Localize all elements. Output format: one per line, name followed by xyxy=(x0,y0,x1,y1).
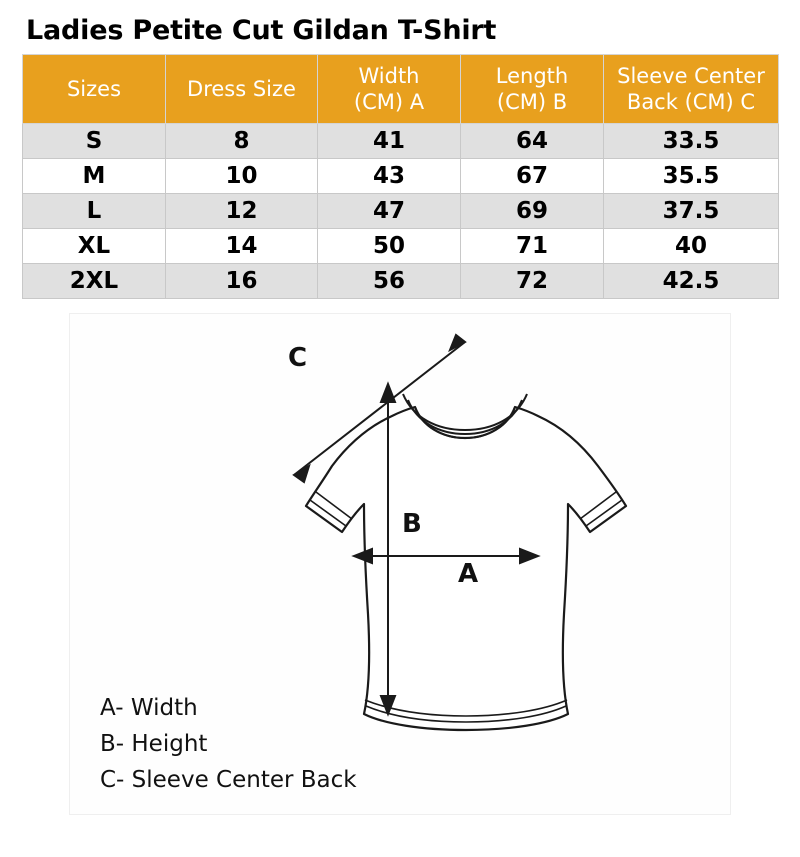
table-row xyxy=(23,229,779,264)
cell-length: 71 xyxy=(461,229,604,264)
cell-length: 72 xyxy=(461,264,604,299)
cell-size: L xyxy=(23,194,166,229)
table-row xyxy=(23,264,779,299)
cell-dress-size: 8 xyxy=(166,124,318,159)
cell-dress-size: 14 xyxy=(166,229,318,264)
cell-length: 67 xyxy=(461,159,604,194)
cell-width: 43 xyxy=(318,159,461,194)
table-header-row xyxy=(23,54,779,124)
label-b: B xyxy=(402,509,422,540)
cell-size: M xyxy=(23,159,166,194)
cell-size: S xyxy=(23,124,166,159)
cell-width: 50 xyxy=(318,229,461,264)
cell-size: XL xyxy=(23,229,166,264)
b-arrow-head-top xyxy=(381,384,395,402)
column-header-sizes: Sizes xyxy=(23,54,166,124)
column-header-length: Length (CM) B xyxy=(461,54,604,124)
cell-width: 47 xyxy=(318,194,461,229)
label-c: C xyxy=(288,343,308,374)
page-title: Ladies Petite Cut Gildan T-Shirt xyxy=(26,15,497,46)
cell-length: 64 xyxy=(461,124,604,159)
a-arrow-head-left xyxy=(354,549,372,563)
legend-item-b: B- Height xyxy=(100,730,208,757)
cell-sleeve: 42.5 xyxy=(604,264,779,299)
table-row xyxy=(23,194,779,229)
table-row xyxy=(23,159,779,194)
cell-dress-size: 10 xyxy=(166,159,318,194)
cell-sleeve: 40 xyxy=(604,229,779,264)
column-header-sleeve-center-back: Sleeve Center Back (CM) C xyxy=(604,54,779,124)
legend-item-c: C- Sleeve Center Back xyxy=(100,766,357,793)
cell-sleeve: 35.5 xyxy=(604,159,779,194)
tshirt-measurement-diagram xyxy=(69,313,731,815)
column-header-width: Width (CM) A xyxy=(318,54,461,124)
cell-sleeve: 37.5 xyxy=(604,194,779,229)
cell-dress-size: 12 xyxy=(166,194,318,229)
legend-item-a: A- Width xyxy=(100,695,198,722)
table-row xyxy=(23,124,779,159)
cell-width: 56 xyxy=(318,264,461,299)
cell-dress-size: 16 xyxy=(166,264,318,299)
size-table xyxy=(22,54,779,300)
cell-length: 69 xyxy=(461,194,604,229)
cell-size: 2XL xyxy=(23,264,166,299)
cell-sleeve: 33.5 xyxy=(604,124,779,159)
diagram-legend xyxy=(100,691,357,798)
label-a: A xyxy=(458,559,479,590)
column-header-dress-size: Dress Size xyxy=(166,54,318,124)
cell-width: 41 xyxy=(318,124,461,159)
